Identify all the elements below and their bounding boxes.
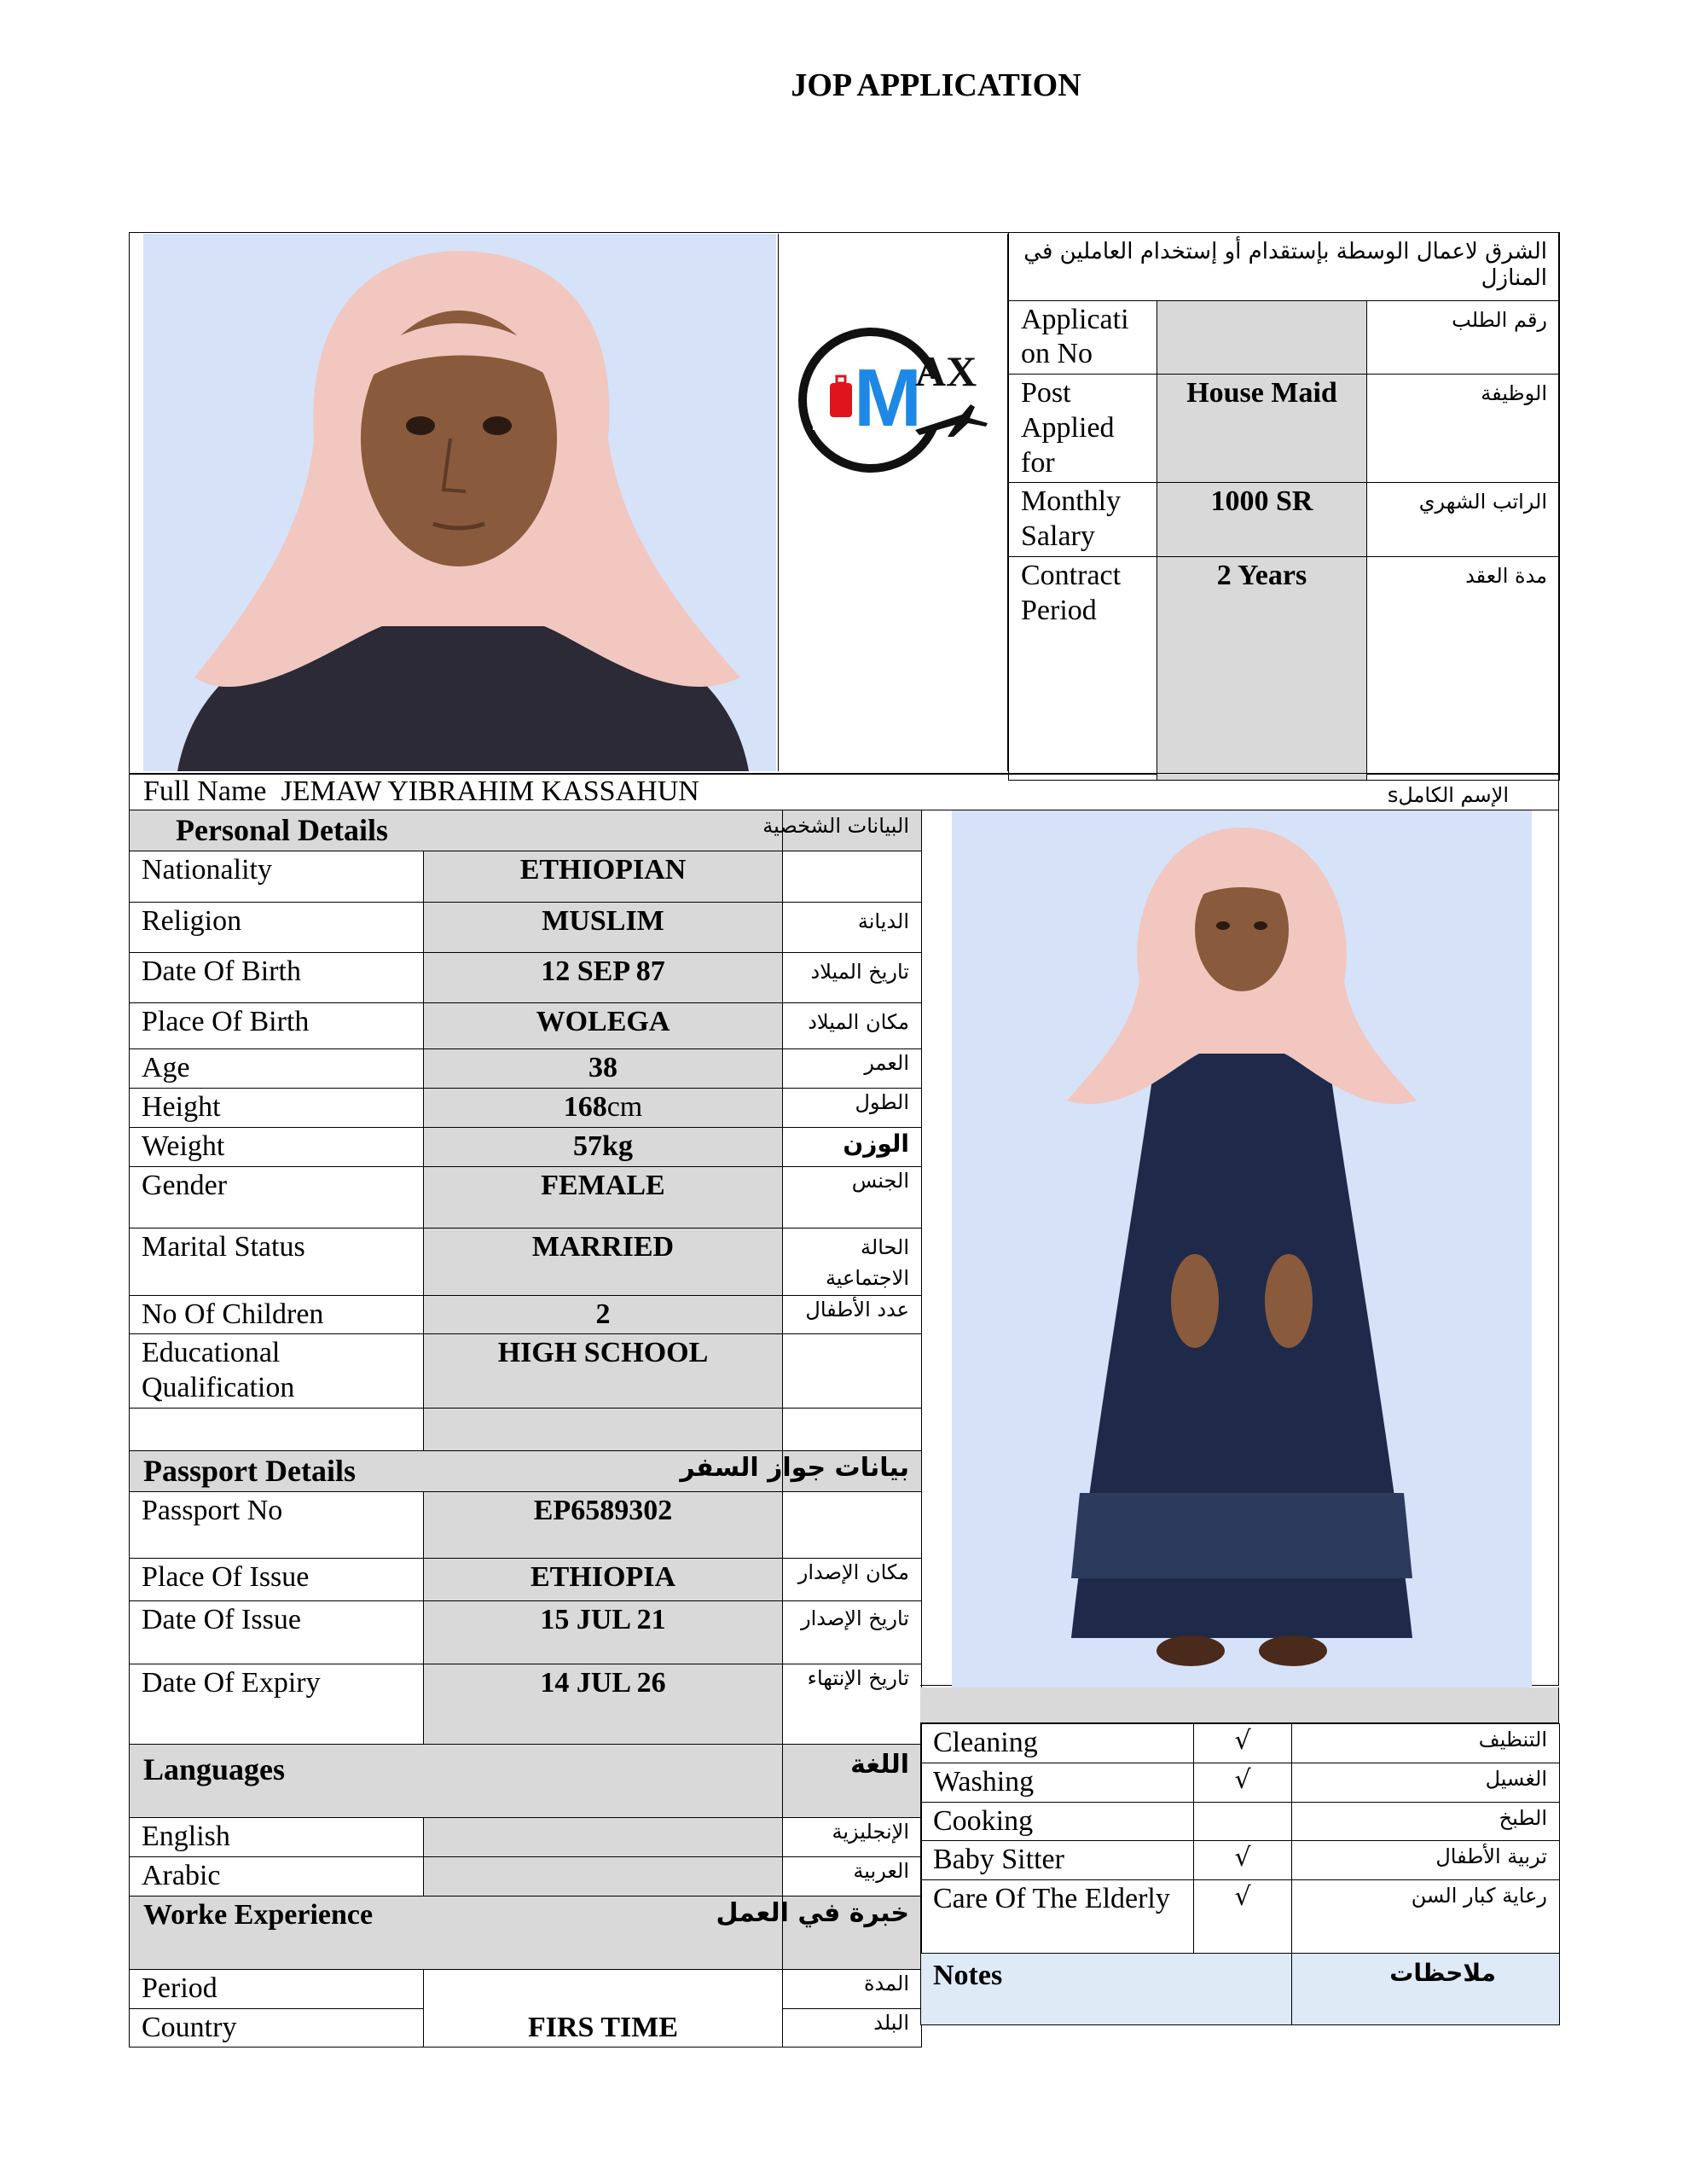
- field-value: 2: [424, 1295, 783, 1334]
- experience-header-ar: خبرة في العمل: [783, 1896, 922, 1969]
- skill-label-ar: الغسيل: [1292, 1763, 1560, 1802]
- logo-letter-m: M: [854, 352, 922, 444]
- skills-table: [920, 1723, 1560, 2025]
- field-label-ar: الطول: [783, 1088, 922, 1127]
- field-value: MARRIED: [424, 1228, 783, 1295]
- field-value: 2 Years: [1157, 557, 1367, 781]
- field-value: ETHIOPIAN: [424, 851, 783, 903]
- max-logo: [779, 276, 1007, 532]
- field-label-ar: العربية: [783, 1856, 922, 1896]
- field-label-ar: الجنس: [783, 1166, 922, 1228]
- field-value: ETHIOPIA: [424, 1559, 783, 1601]
- skill-label: Care Of The Elderly: [921, 1880, 1194, 1954]
- full-name-label-ar: الإسم الكاملs: [1387, 783, 1509, 807]
- application-row: [1009, 483, 1560, 557]
- notes-row: [921, 1954, 1560, 2025]
- field-label-ar: [783, 1334, 922, 1409]
- skill-label-ar: التنظيف: [1292, 1724, 1560, 1763]
- personal-row: [130, 1049, 922, 1089]
- field-label-ar: المدة: [783, 1969, 922, 2008]
- skill-label-ar: الطبخ: [1292, 1802, 1560, 1841]
- language-row: [130, 1856, 922, 1896]
- field-value: [1157, 300, 1367, 375]
- skill-check: √: [1194, 1841, 1292, 1880]
- skill-check: [1194, 1802, 1292, 1841]
- blank-row: [130, 1408, 922, 1450]
- personal-row: [130, 1228, 922, 1295]
- full-body-photo: [952, 810, 1532, 1687]
- skill-label: Cooking: [921, 1802, 1194, 1841]
- field-label: Place Of Birth: [130, 1003, 424, 1049]
- notes-label-ar: ملاحظات: [1292, 1954, 1560, 2025]
- full-name-label: Full Name: [143, 775, 267, 807]
- notes-label: Notes: [921, 1954, 1292, 2025]
- field-label-ar: مكان الميلاد: [783, 1003, 922, 1049]
- field-value: MUSLIM: [424, 903, 783, 953]
- field-label: Place Of Issue: [130, 1559, 424, 1601]
- field-label-ar: الإنجليزية: [783, 1818, 922, 1857]
- personal-row: [130, 1295, 922, 1334]
- photo-caption-strip: [920, 1687, 1559, 1723]
- field-value: 1000 SR: [1157, 483, 1367, 557]
- details-table: [129, 810, 922, 2048]
- suitcase-icon: [830, 383, 852, 417]
- field-label: Period: [130, 1969, 424, 2008]
- field-label: Marital Status: [130, 1228, 424, 1295]
- skill-check: √: [1194, 1763, 1292, 1802]
- field-value: House Maid: [1157, 375, 1367, 483]
- field-value: FEMALE: [424, 1166, 783, 1228]
- application-row: [1009, 300, 1560, 375]
- full-name-value: JEMAW YIBRAHIM KASSAHUN: [281, 775, 699, 807]
- passport-header-label: Passport Details: [130, 1450, 783, 1491]
- field-value: 57kg: [424, 1127, 783, 1166]
- personal-row: [130, 903, 922, 953]
- experience-header-label: Worke Experience: [130, 1896, 783, 1969]
- field-value: 12 SEP 87: [424, 953, 783, 1003]
- application-table: [1008, 232, 1560, 781]
- field-label-ar: الوظيفة: [1367, 375, 1560, 483]
- height-unit: cm: [606, 1090, 643, 1123]
- application-row: [1009, 375, 1560, 483]
- field-label: Contract Period: [1009, 557, 1157, 781]
- field-label: Age: [130, 1049, 424, 1089]
- field-label: Nationality: [130, 851, 424, 903]
- field-label-ar: تاريخ الميلاد: [783, 953, 922, 1003]
- field-label: Date Of Issue: [130, 1601, 424, 1664]
- personal-row: [130, 1334, 922, 1409]
- personal-row: [130, 1166, 922, 1228]
- field-label: Height: [130, 1088, 424, 1127]
- field-label: Passport No: [130, 1492, 424, 1559]
- field-label: Educational Qualification: [130, 1334, 424, 1409]
- page-title: JOP APPLICATION: [791, 67, 1081, 103]
- skill-label: Cleaning: [921, 1724, 1194, 1763]
- field-value: [424, 1088, 783, 1127]
- experience-value: FIRS TIME: [424, 1969, 783, 2048]
- field-label-ar: البلد: [783, 2008, 922, 2048]
- skill-label: Washing: [921, 1763, 1194, 1802]
- field-label-ar: رقم الطلب: [1367, 300, 1560, 375]
- skill-row: [921, 1802, 1560, 1841]
- field-value: EP6589302: [424, 1492, 783, 1559]
- field-label-ar: تاريخ الإنتهاء: [783, 1664, 922, 1745]
- field-label-ar: مدة العقد: [1367, 557, 1560, 781]
- field-value: 38: [424, 1049, 783, 1089]
- skill-row: [921, 1880, 1560, 1954]
- personal-header-ar: البيانات الشخصية: [783, 810, 922, 851]
- field-label: Monthly Salary: [1009, 483, 1157, 557]
- passport-header: [130, 1450, 922, 1491]
- skill-check: √: [1194, 1724, 1292, 1763]
- agency-name: الشرق لاعمال الوسطة بإستقدام أو إستخدام العاملين في المنازل: [1009, 232, 1560, 300]
- logo-letters-ax: AX: [915, 347, 977, 395]
- languages-header: [130, 1745, 922, 1818]
- field-label-ar: تاريخ الإصدار: [783, 1601, 922, 1664]
- skill-check: √: [1194, 1880, 1292, 1954]
- languages-header-ar: اللغة: [783, 1745, 922, 1818]
- field-value: 14 JUL 26: [424, 1664, 783, 1745]
- personal-header-label: Personal Details: [130, 810, 783, 851]
- passport-row: [130, 1559, 922, 1601]
- field-label-ar: الراتب الشهري: [1367, 483, 1560, 557]
- passport-header-ar: بيانات جواز السفر: [783, 1450, 922, 1491]
- field-label: Arabic: [130, 1856, 424, 1896]
- field-label-ar: العمر: [783, 1049, 922, 1089]
- field-label-ar: الحالة الاجتماعية: [783, 1228, 922, 1295]
- skill-row: [921, 1841, 1560, 1880]
- height-value: 168: [563, 1090, 607, 1123]
- skill-label-ar: تربية الأطفال: [1292, 1841, 1560, 1880]
- field-label-ar: الديانة: [783, 903, 922, 953]
- agency-logo: [778, 234, 1008, 771]
- personal-row: [130, 1088, 922, 1127]
- field-label-ar: مكان الإصدار: [783, 1559, 922, 1601]
- passport-row: [130, 1664, 922, 1745]
- passport-row: [130, 1492, 922, 1559]
- field-value: HIGH SCHOOL: [424, 1334, 783, 1409]
- person-headshot-icon: [143, 234, 776, 771]
- passport-row: [130, 1601, 922, 1664]
- personal-row: [130, 1127, 922, 1166]
- person-full-body-icon: [952, 810, 1532, 1687]
- field-label: Date Of Expiry: [130, 1664, 424, 1745]
- full-name-row: [129, 773, 1559, 810]
- field-label: Gender: [130, 1166, 424, 1228]
- application-row: [1009, 557, 1560, 781]
- personal-row: [130, 953, 922, 1003]
- field-value: [424, 1818, 783, 1857]
- skill-label: Baby Sitter: [921, 1841, 1194, 1880]
- field-label: Post Applied for: [1009, 375, 1157, 483]
- field-label-ar: عدد الأطفال: [783, 1295, 922, 1334]
- field-label: Country: [130, 2008, 424, 2048]
- personal-row: [130, 1003, 922, 1049]
- field-label: English: [130, 1818, 424, 1857]
- headshot-photo: [143, 234, 776, 771]
- skill-label-ar: رعاية كبار السن: [1292, 1880, 1560, 1954]
- skill-row: [921, 1724, 1560, 1763]
- languages-header-label: Languages: [130, 1745, 783, 1818]
- language-row: [130, 1818, 922, 1857]
- field-label: Date Of Birth: [130, 953, 424, 1003]
- experience-header: [130, 1896, 922, 1969]
- field-label-ar: [783, 851, 922, 903]
- field-label: Religion: [130, 903, 424, 953]
- field-value: WOLEGA: [424, 1003, 783, 1049]
- field-value: 15 JUL 21: [424, 1601, 783, 1664]
- field-label-ar: [783, 1492, 922, 1559]
- field-label: No Of Children: [130, 1295, 424, 1334]
- field-label: Applicati on No: [1009, 300, 1157, 375]
- personal-header: [130, 810, 922, 851]
- field-value: [424, 1856, 783, 1896]
- experience-row: [130, 1969, 922, 2008]
- field-label-ar: الوزن: [783, 1127, 922, 1166]
- field-label: Weight: [130, 1127, 424, 1166]
- personal-row: [130, 851, 922, 903]
- skill-row: [921, 1763, 1560, 1802]
